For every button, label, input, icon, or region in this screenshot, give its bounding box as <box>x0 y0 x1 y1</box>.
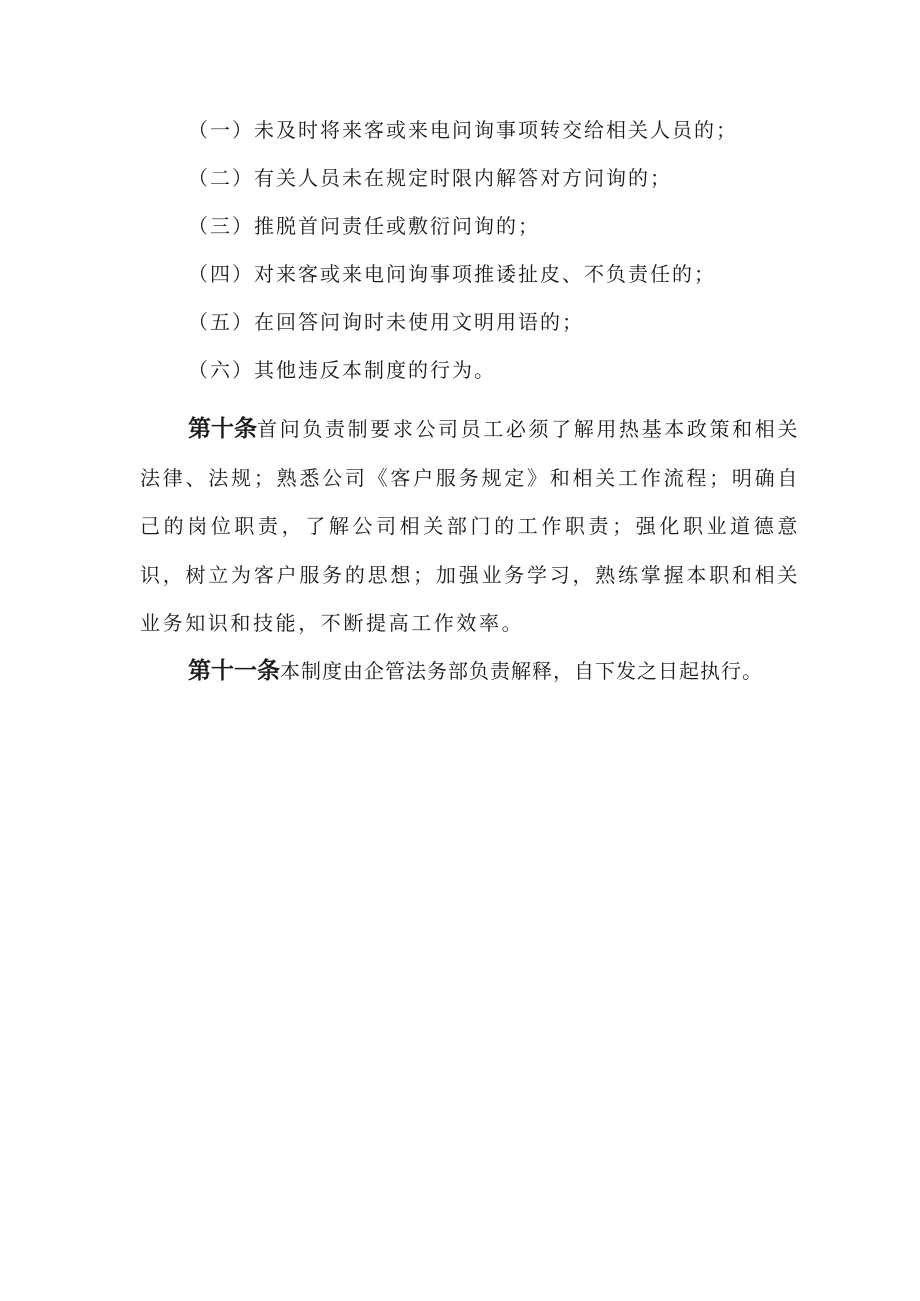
article-10-body: 首问负责制要求公司员工必须了解用热基本政策和相关法律、法规；熟悉公司《客户服务规定》和相关工作流程；明确自己的岗位职责，了解公司相关部门的工作职责；强化职业道德意识，树立为客户服务的思想；加强业务学习，熟练掌握本职和相关业务知识和技能，不断提高工作效率。 <box>140 417 801 635</box>
list-item: （二）有关人员未在规定时限内解答对方问询的； <box>188 166 672 190</box>
violation-list <box>188 120 828 408</box>
article-11 <box>140 647 800 696</box>
article-11-title: 第十一条 <box>188 658 280 684</box>
article-10-title: 第十条 <box>188 416 258 442</box>
article-10 <box>140 405 800 648</box>
list-item: （一）未及时将来客或来电问询事项转交给相关人员的； <box>188 118 738 142</box>
list-item: （六）其他违反本制度的行为。 <box>188 358 496 382</box>
list-item: （五）在回答问询时未使用文明用语的； <box>188 310 584 334</box>
list-item: （三）推脱首问责任或敷衍问询的； <box>188 214 540 238</box>
article-11-body: 本制度由企管法务部负责解释，自下发之日起执行。 <box>280 659 763 683</box>
list-item: （四）对来客或来电问询事项推诿扯皮、不负责任的； <box>188 262 716 286</box>
